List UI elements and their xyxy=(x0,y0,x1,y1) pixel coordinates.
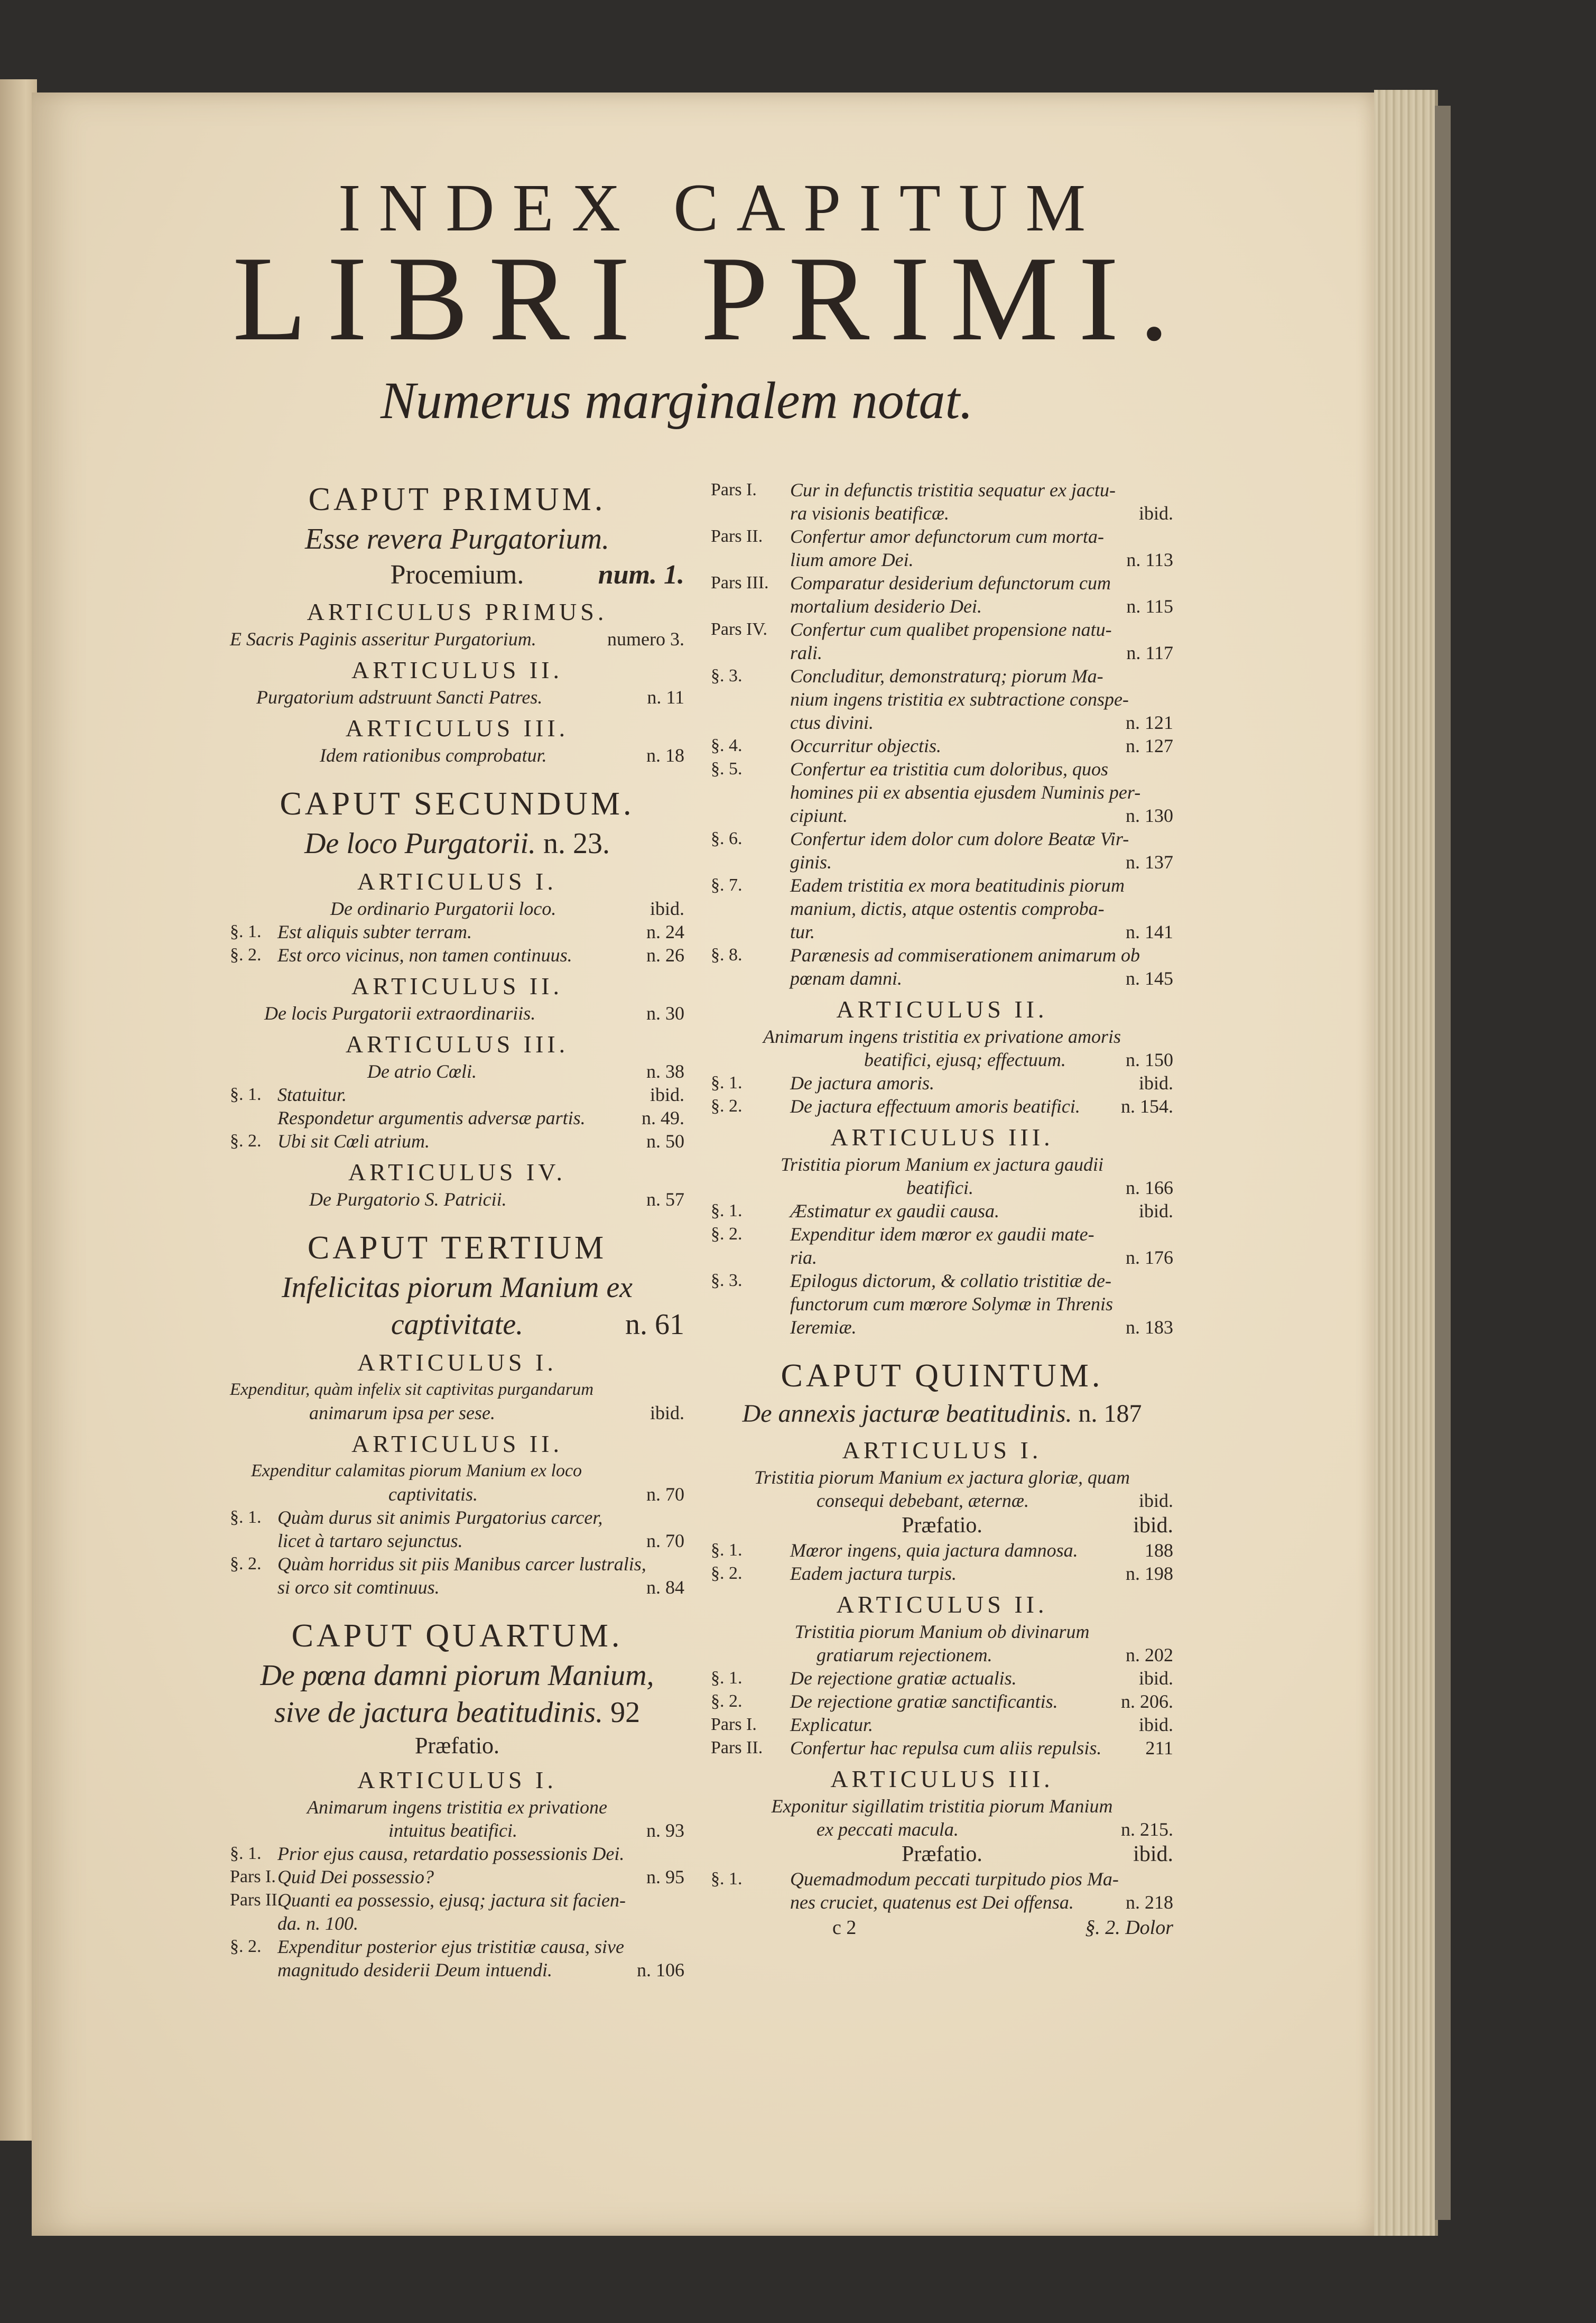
c5-art1-number: ibid. xyxy=(1138,1490,1173,1511)
c3-art2-s2-line2 xyxy=(230,1576,684,1599)
c4-art1-line1: Animarum ingens tristitia ex privatione xyxy=(307,1797,607,1818)
c5-art3-number: n. 215. xyxy=(1121,1819,1173,1840)
r-s5-text3: cipiunt. xyxy=(790,805,848,826)
c5-art1-line2 xyxy=(711,1489,1173,1512)
c5-art2-s1-text: De rejectione gratiæ actualis. xyxy=(790,1668,1017,1689)
c4-art1-text2: intuitus beatifici. xyxy=(388,1820,517,1841)
c5-art3-s1-number: n. 218 xyxy=(1126,1892,1173,1913)
c2-art2-row xyxy=(230,1002,684,1025)
c3-art2-s1-text2: licet à tartaro sejunctus. xyxy=(277,1530,463,1551)
c5-art3-line2 xyxy=(711,1818,1173,1841)
c4-art1-title: ARTICULUS I. xyxy=(357,1766,557,1793)
r-s8-line1 xyxy=(711,943,1173,967)
c5-art1-s1-text: Mœror ingens, quia jactura damnosa. xyxy=(790,1540,1078,1561)
c5-art2-line1: Tristitia piorum Manium ob divinarum xyxy=(794,1621,1090,1642)
c2-art4-number: n. 57 xyxy=(646,1189,684,1210)
c5-art3-title: ARTICULUS III. xyxy=(830,1765,1054,1792)
chapter-5-subtitle: De annexis jacturæ beatitudinis. xyxy=(742,1400,1072,1428)
c1-art2-text: Purgatorium adstruunt Sancti Patres. xyxy=(256,687,543,708)
c4-art1-s1-text: Prior ejus causa, retardatio possessionis Dei. xyxy=(277,1843,625,1864)
c2-art1-title: ARTICULUS I. xyxy=(357,868,557,895)
r-art3-s2-mark: §. 2. xyxy=(711,1224,743,1244)
c4-art1-s1-row xyxy=(230,1842,684,1865)
r-p1-text1: Cur in defunctis tristitia sequatur ex jactu- xyxy=(790,479,1116,501)
c5-art1-s1-number: 188 xyxy=(1145,1540,1173,1561)
r-s6-line1 xyxy=(711,827,1173,850)
c3-art2-s2-text1: Quàm horridus sit piis Manibus carcer lustralis, xyxy=(277,1553,646,1575)
r-art3-line2 xyxy=(711,1176,1173,1199)
c3-art1-text2: animarum ipsa per sese. xyxy=(309,1402,495,1423)
c5-art3-s1-mark: §. 1. xyxy=(711,1869,743,1889)
r-s8-text2: pœnam damni. xyxy=(790,968,903,989)
r-art2-s1-number: ibid. xyxy=(1138,1072,1173,1094)
page-block-edge xyxy=(1374,90,1438,2236)
r-p3-line1 xyxy=(711,571,1173,595)
r-s6-text2: ginis. xyxy=(790,852,832,873)
c5-art1-praefatio: Præfatio. xyxy=(902,1513,982,1538)
c5-art2-p1-row xyxy=(711,1713,1173,1736)
r-p1-line1 xyxy=(711,478,1173,502)
r-p2-text2: lium amore Dei. xyxy=(790,549,914,570)
c4-art1-number: n. 93 xyxy=(646,1820,684,1841)
c4-art1-row xyxy=(230,1819,684,1842)
c4-praefatio: Præfatio. xyxy=(414,1733,500,1759)
chapter-3-title: CAPUT TERTIUM xyxy=(307,1230,607,1266)
c4-art1-p2-mark: Pars II. xyxy=(230,1890,282,1910)
r-s4-text: Occurritur objectis. xyxy=(790,735,941,756)
r-art3-s3-text1: Epilogus dictorum, & collatio tristitiæ de- xyxy=(790,1270,1111,1291)
r-art2-s2-text: De jactura effectuum amoris beatifici. xyxy=(790,1096,1080,1117)
c5-art2-line2 xyxy=(711,1643,1173,1667)
c4-art1-s1-mark: §. 1. xyxy=(230,1844,262,1863)
r-s3-line2: nium ingens tristitia ex subtractione conspe- xyxy=(790,689,1129,710)
r-s7-line2: manium, dictis, atque ostentis comproba- xyxy=(790,898,1105,919)
r-art2-s1-mark: §. 1. xyxy=(711,1073,743,1093)
r-s3-line3 xyxy=(711,711,1173,734)
r-p4-text2: rali. xyxy=(790,642,823,663)
c3-art2-s1-text1: Quàm durus sit animis Purgatorius carcer, xyxy=(277,1507,603,1528)
prooemium-row xyxy=(230,558,684,593)
c2-art3-resp-number: n. 49. xyxy=(642,1107,684,1128)
chapter-2-subtitle-row xyxy=(230,825,684,862)
r-p1-text2: ra visionis beatificæ. xyxy=(790,503,949,524)
r-p1-number: ibid. xyxy=(1138,503,1173,524)
c5-art2-s1-row xyxy=(711,1667,1173,1690)
chapter-5-title: CAPUT QUINTUM. xyxy=(781,1358,1103,1394)
c3-art2-number: n. 70 xyxy=(646,1484,684,1505)
c2-art1-s2-text: Est orco vicinus, non tamen continuus. xyxy=(277,945,572,966)
r-p2-line1 xyxy=(711,525,1173,548)
cover-edge xyxy=(1435,106,1451,2220)
r-art3-s3-text3: Ieremiæ. xyxy=(790,1317,857,1338)
c5-art3-s1-line2 xyxy=(711,1891,1173,1914)
chapter-1-title: CAPUT PRIMUM. xyxy=(308,482,606,517)
r-art3-line1: Tristitia piorum Manium ex jactura gaudii xyxy=(780,1154,1103,1175)
c1-art3-row xyxy=(230,744,684,767)
r-art3-s2-text1: Expenditur idem mœror ex gaudii mate- xyxy=(790,1224,1094,1245)
c5-art2-s2-number: n. 206. xyxy=(1121,1691,1173,1712)
chapter-4-title: CAPUT QUARTUM. xyxy=(291,1618,623,1654)
c5-art2-p2-mark: Pars II. xyxy=(711,1738,763,1757)
c5-art3-s1-text2: nes cruciet, quatenus est Dei offensa. xyxy=(790,1892,1074,1913)
r-s5-line1 xyxy=(711,757,1173,781)
c5-art3-line1: Exponitur sigillatim tristitia piorum Manium xyxy=(771,1796,1113,1817)
r-p2-mark: Pars II. xyxy=(711,526,763,546)
chapter-4-subtitle-1: De pœna damni piorum Manium, xyxy=(260,1659,654,1692)
c4-art1-p2-line2: da. n. 100. xyxy=(277,1913,358,1934)
c4-art1-p1-row xyxy=(230,1865,684,1889)
c3-art1-number: ibid. xyxy=(649,1402,684,1423)
c1-art1-row xyxy=(230,627,684,651)
chapter-3-subtitle-1: Infelicitas piorum Manium ex xyxy=(281,1271,633,1304)
c2-art4-text: De Purgatorio S. Patricii. xyxy=(309,1189,507,1210)
c5-art1-title: ARTICULUS I. xyxy=(842,1437,1042,1464)
c2-art1-s1-row xyxy=(230,920,684,943)
c2-art3-row xyxy=(230,1060,684,1083)
c4-art1-p2-line1 xyxy=(230,1889,684,1912)
c2-art3-s1-text: Statuitur. xyxy=(277,1084,347,1105)
prooemium-number: num. 1. xyxy=(598,560,684,590)
r-art3-number: n. 166 xyxy=(1126,1177,1173,1198)
r-art3-s2-number: n. 176 xyxy=(1126,1247,1173,1268)
c2-art4-title: ARTICULUS IV. xyxy=(348,1159,566,1186)
c3-art2-line1: Expenditur calamitas piorum Manium ex loco xyxy=(251,1461,582,1480)
r-p1-mark: Pars I. xyxy=(711,480,757,499)
r-art3-s1-number: ibid. xyxy=(1138,1200,1173,1221)
c2-art3-s2-number: n. 50 xyxy=(646,1131,684,1152)
c5-art2-s1-mark: §. 1. xyxy=(711,1668,743,1688)
left-column xyxy=(230,478,684,1982)
c2-art4-row xyxy=(230,1188,684,1211)
chapter-2-subtitle: De loco Purgatorii. xyxy=(304,827,536,860)
r-s7-text3: tur. xyxy=(790,921,815,942)
r-art3-s2-text2: ria. xyxy=(790,1247,818,1268)
r-p4-mark: Pars IV. xyxy=(711,619,768,639)
c3-art2-s1-line1 xyxy=(230,1506,684,1529)
r-art2-s1-row xyxy=(711,1071,1173,1095)
r-p4-text1: Confertur cum qualibet propensione natu- xyxy=(790,619,1112,640)
c3-art2-s1-line2 xyxy=(230,1529,684,1552)
c5-art1-praefatio-row xyxy=(711,1512,1173,1539)
r-s3-line1 xyxy=(711,664,1173,688)
title-line-1: INDEX CAPITUM xyxy=(338,170,1104,245)
chapter-5-subtitle-row xyxy=(711,1397,1173,1431)
r-s6-line2 xyxy=(711,850,1173,874)
r-s6-text1: Confertur idem dolor cum dolore Beatæ Vir- xyxy=(790,828,1129,849)
r-art2-number: n. 150 xyxy=(1126,1049,1173,1070)
c2-art1-number: ibid. xyxy=(649,898,684,919)
r-s5-line2: homines pii ex absentia ejusdem Numinis per- xyxy=(790,782,1141,803)
chapter-3-number: n. 61 xyxy=(625,1308,684,1341)
r-art3-s1-row xyxy=(711,1199,1173,1223)
c1-art1-text: E Sacris Paginis asseritur Purgatorium. xyxy=(230,628,536,650)
c2-art2-text: De locis Purgatorii extraordinariis. xyxy=(264,1003,536,1024)
c5-art2-p2-row xyxy=(711,1736,1173,1760)
r-s5-mark: §. 5. xyxy=(711,759,743,779)
c5-art1-s1-mark: §. 1. xyxy=(711,1540,743,1560)
r-s7-mark: §. 7. xyxy=(711,875,743,895)
c3-art2-s1-mark: §. 1. xyxy=(230,1507,262,1527)
r-art3-s3-line3 xyxy=(711,1316,1173,1339)
signature-mark: c 2 xyxy=(832,1917,857,1939)
c5-art3-text2: ex peccati macula. xyxy=(816,1819,959,1840)
c5-art1-s2-number: n. 198 xyxy=(1126,1563,1173,1584)
chapter-4-subtitle-row xyxy=(230,1694,684,1731)
subtitle: Numerus marginalem notat. xyxy=(381,371,973,430)
c2-art3-number: n. 38 xyxy=(646,1061,684,1082)
r-p4-line2 xyxy=(711,641,1173,664)
c2-art3-s2-mark: §. 2. xyxy=(230,1131,262,1151)
c5-art1-s1-row xyxy=(711,1539,1173,1562)
c4-art1-s2-line2 xyxy=(230,1958,684,1982)
r-s8-text1: Parænesis ad commiserationem animarum ob xyxy=(790,945,1140,966)
c4-art1-s2-text1: Expenditur posterior ejus tristitiæ causa, sive xyxy=(277,1936,624,1957)
r-art3-text2: beatifici. xyxy=(906,1177,973,1198)
r-art3-s1-mark: §. 1. xyxy=(711,1201,743,1220)
c1-art3-number: n. 18 xyxy=(646,745,684,766)
r-art2-s2-mark: §. 2. xyxy=(711,1096,743,1116)
r-s5-number: n. 130 xyxy=(1126,805,1173,826)
r-p2-line2 xyxy=(711,548,1173,571)
title-line-2: LIBRI PRIMI. xyxy=(233,231,1190,366)
c5-art3-s1-line1 xyxy=(711,1867,1173,1891)
r-art3-s3-number: n. 183 xyxy=(1126,1317,1173,1338)
chapter-3-subtitle-2: captivitate. xyxy=(391,1308,524,1341)
c5-art2-p2-text: Confertur hac repulsa cum aliis repulsis. xyxy=(790,1737,1102,1759)
r-s7-text1: Eadem tristitia ex mora beatitudinis piorum xyxy=(790,875,1125,896)
c5-art1-praefatio-number: ibid. xyxy=(1133,1513,1173,1538)
r-s3-text3: ctus divini. xyxy=(790,712,874,733)
c3-art2-s2-mark: §. 2. xyxy=(230,1554,262,1574)
r-s4-mark: §. 4. xyxy=(711,736,743,755)
r-art2-title: ARTICULUS II. xyxy=(836,996,1048,1023)
r-p3-number: n. 115 xyxy=(1126,596,1173,617)
chapter-2-title: CAPUT SECUNDUM. xyxy=(280,786,635,822)
c5-art2-s2-text: De rejectione gratiæ sanctificantis. xyxy=(790,1691,1058,1712)
c2-art1-row xyxy=(230,897,684,920)
c5-art1-s2-mark: §. 2. xyxy=(711,1563,743,1583)
c3-art2-title: ARTICULUS II. xyxy=(351,1430,563,1457)
r-p4-number: n. 117 xyxy=(1126,642,1173,663)
c4-art1-s2-line1 xyxy=(230,1935,684,1958)
r-art2-s2-row xyxy=(711,1095,1173,1118)
c2-art1-s1-text: Est aliquis subter terram. xyxy=(277,921,472,942)
c4-art1-s2-number: n. 106 xyxy=(637,1959,684,1980)
r-p4-line1 xyxy=(711,618,1173,641)
catchword: §. 2. Dolor xyxy=(1085,1917,1173,1939)
r-art3-s2-line2 xyxy=(711,1246,1173,1269)
c5-art2-text2: gratiarum rejectionem. xyxy=(816,1644,992,1665)
chapter-4-number: 92 xyxy=(610,1696,641,1729)
r-p2-number: n. 113 xyxy=(1126,549,1173,570)
c4-art1-s2-text2: magnitudo desiderii Deum intuendi. xyxy=(277,1959,552,1980)
c5-art2-p1-text: Explicatur. xyxy=(790,1714,873,1735)
c1-art2-number: n. 11 xyxy=(647,687,684,708)
c1-art1-title: ARTICULUS PRIMUS. xyxy=(307,598,608,625)
c5-art2-s1-number: ibid. xyxy=(1138,1668,1173,1689)
c4-art1-s2-mark: §. 2. xyxy=(230,1937,262,1956)
c5-art2-title: ARTICULUS II. xyxy=(836,1591,1048,1618)
c1-art2-row xyxy=(230,686,684,709)
c3-art1-title: ARTICULUS I. xyxy=(357,1349,557,1376)
c5-art3-praefatio-row xyxy=(711,1841,1173,1867)
c2-art3-resp-row xyxy=(230,1106,684,1130)
r-art3-s3-line1 xyxy=(711,1269,1173,1292)
r-s7-line3 xyxy=(711,920,1173,943)
page-footer xyxy=(711,1916,1173,1939)
r-art2-line1: Animarum ingens tristitia ex privatione amoris xyxy=(763,1026,1121,1047)
r-s6-number: n. 137 xyxy=(1126,852,1173,873)
r-s3-number: n. 121 xyxy=(1126,712,1173,733)
right-column xyxy=(711,478,1173,1939)
c4-art1-p2-text1: Quanti ea possessio, ejusq; jactura sit facien- xyxy=(277,1890,626,1911)
r-p1-line2 xyxy=(711,502,1173,525)
r-p3-mark: Pars III. xyxy=(711,573,769,593)
r-art2-s2-number: n. 154. xyxy=(1121,1096,1173,1117)
chapter-4-subtitle-2: sive de jactura beatitudinis. xyxy=(274,1696,604,1729)
c1-art2-title: ARTICULUS II. xyxy=(351,656,563,683)
c3-art1-line1: Expenditur, quàm infelix sit captivitas purgandarum xyxy=(230,1380,594,1399)
c3-art2-s2-number: n. 84 xyxy=(646,1577,684,1598)
r-art3-s3-line2: functorum cum mœrore Solymæ in Threnis xyxy=(790,1293,1113,1315)
c2-art3-text: De atrio Cœli. xyxy=(367,1061,477,1082)
c5-art1-text2: consequi debebant, æternæ. xyxy=(816,1490,1029,1511)
c5-art1-s2-row xyxy=(711,1562,1173,1585)
c2-art2-title: ARTICULUS II. xyxy=(351,973,563,999)
c5-art2-p2-number: 211 xyxy=(1145,1737,1173,1759)
chapter-1-subtitle: Esse revera Purgatorium. xyxy=(305,523,609,556)
r-s4-number: n. 127 xyxy=(1126,735,1173,756)
c2-art2-number: n. 30 xyxy=(646,1003,684,1024)
c5-art2-s2-row xyxy=(711,1690,1173,1713)
r-s5-line3 xyxy=(711,804,1173,827)
c3-art2-s2-text2: si orco sit comtinuus. xyxy=(277,1577,440,1598)
c3-art2-text2: captivitatis. xyxy=(388,1484,478,1505)
c3-art2-s1-number: n. 70 xyxy=(646,1530,684,1551)
c5-art2-p1-mark: Pars I. xyxy=(711,1715,757,1734)
c2-art3-resp-text: Respondetur argumentis adversæ partis. xyxy=(277,1107,586,1128)
c2-art3-title: ARTICULUS III. xyxy=(345,1031,569,1058)
prooemium-label: Procemium. xyxy=(390,560,524,590)
c2-art1-s1-mark: §. 1. xyxy=(230,922,262,941)
chapter-2-number: n. 23. xyxy=(543,827,610,860)
c5-art2-s2-mark: §. 2. xyxy=(711,1691,743,1711)
chapter-5-number: n. 187 xyxy=(1078,1400,1142,1428)
c5-art2-number: n. 202 xyxy=(1126,1644,1173,1665)
r-s8-line2 xyxy=(711,967,1173,990)
c3-art2-s2-line1 xyxy=(230,1552,684,1576)
c2-art1-s2-row xyxy=(230,943,684,967)
r-art3-s1-text: Æstimatur ex gaudii causa. xyxy=(790,1200,999,1221)
r-s4-row xyxy=(711,734,1173,757)
c2-art1-s1-number: n. 24 xyxy=(646,921,684,942)
r-s8-mark: §. 8. xyxy=(711,945,743,965)
c4-art1-p1-number: n. 95 xyxy=(646,1866,684,1887)
r-art2-line2 xyxy=(711,1048,1173,1071)
c2-art3-s1-mark: §. 1. xyxy=(230,1085,262,1104)
r-s3-mark: §. 3. xyxy=(711,666,743,686)
c5-art2-p1-number: ibid. xyxy=(1138,1714,1173,1735)
c2-art3-s1-row xyxy=(230,1083,684,1106)
c5-art3-s1-text1: Quemadmodum peccati turpitudo pios Ma- xyxy=(790,1868,1119,1890)
r-art3-s3-mark: §. 3. xyxy=(711,1271,743,1290)
r-p3-text1: Comparatur desiderium defunctorum cum xyxy=(790,572,1111,594)
r-s8-number: n. 145 xyxy=(1126,968,1173,989)
r-s7-line1 xyxy=(711,874,1173,897)
r-p2-text1: Confertur amor defunctorum cum morta- xyxy=(790,526,1104,547)
r-art2-s1-text: De jactura amoris. xyxy=(790,1072,934,1094)
r-s7-number: n. 141 xyxy=(1126,921,1173,942)
r-p3-line2 xyxy=(711,595,1173,618)
c2-art3-s2-row xyxy=(230,1130,684,1153)
c5-art1-s2-text: Eadem jactura turpis. xyxy=(790,1563,957,1584)
c1-art3-text: Idem rationibus comprobatur. xyxy=(320,745,547,766)
c2-art1-s2-mark: §. 2. xyxy=(230,945,262,965)
c2-art1-s2-number: n. 26 xyxy=(646,945,684,966)
c2-art3-s1-number: ibid. xyxy=(649,1084,684,1105)
r-s5-text1: Confertur ea tristitia cum doloribus, quos xyxy=(790,758,1109,780)
r-art3-title: ARTICULUS III. xyxy=(830,1124,1054,1151)
c5-art3-praefatio: Præfatio. xyxy=(902,1842,982,1866)
c4-art1-p1-text: Quid Dei possessio? xyxy=(277,1866,434,1887)
c1-art3-title: ARTICULUS III. xyxy=(345,715,569,742)
c1-art1-number: numero 3. xyxy=(607,628,684,650)
c2-art3-s2-text: Ubi sit Cœli atrium. xyxy=(277,1131,430,1152)
c4-art1-p1-mark: Pars I. xyxy=(230,1867,276,1886)
chapter-3-subtitle-row xyxy=(230,1306,684,1343)
c3-art2-row xyxy=(230,1483,684,1506)
c2-art1-text: De ordinario Purgatorii loco. xyxy=(330,898,556,919)
r-s3-text1: Concluditur, demonstraturq; piorum Ma- xyxy=(790,665,1103,687)
c3-art1-row xyxy=(230,1401,684,1424)
r-art2-text2: beatifici, ejusq; effectuum. xyxy=(864,1049,1066,1070)
c5-art3-praefatio-number: ibid. xyxy=(1133,1842,1173,1866)
r-p3-text2: mortalium desiderio Dei. xyxy=(790,596,982,617)
r-s6-mark: §. 6. xyxy=(711,829,743,848)
c5-art1-line1: Tristitia piorum Manium ex jactura gloriæ, quam xyxy=(754,1467,1130,1488)
r-art3-s2-line1 xyxy=(711,1223,1173,1246)
